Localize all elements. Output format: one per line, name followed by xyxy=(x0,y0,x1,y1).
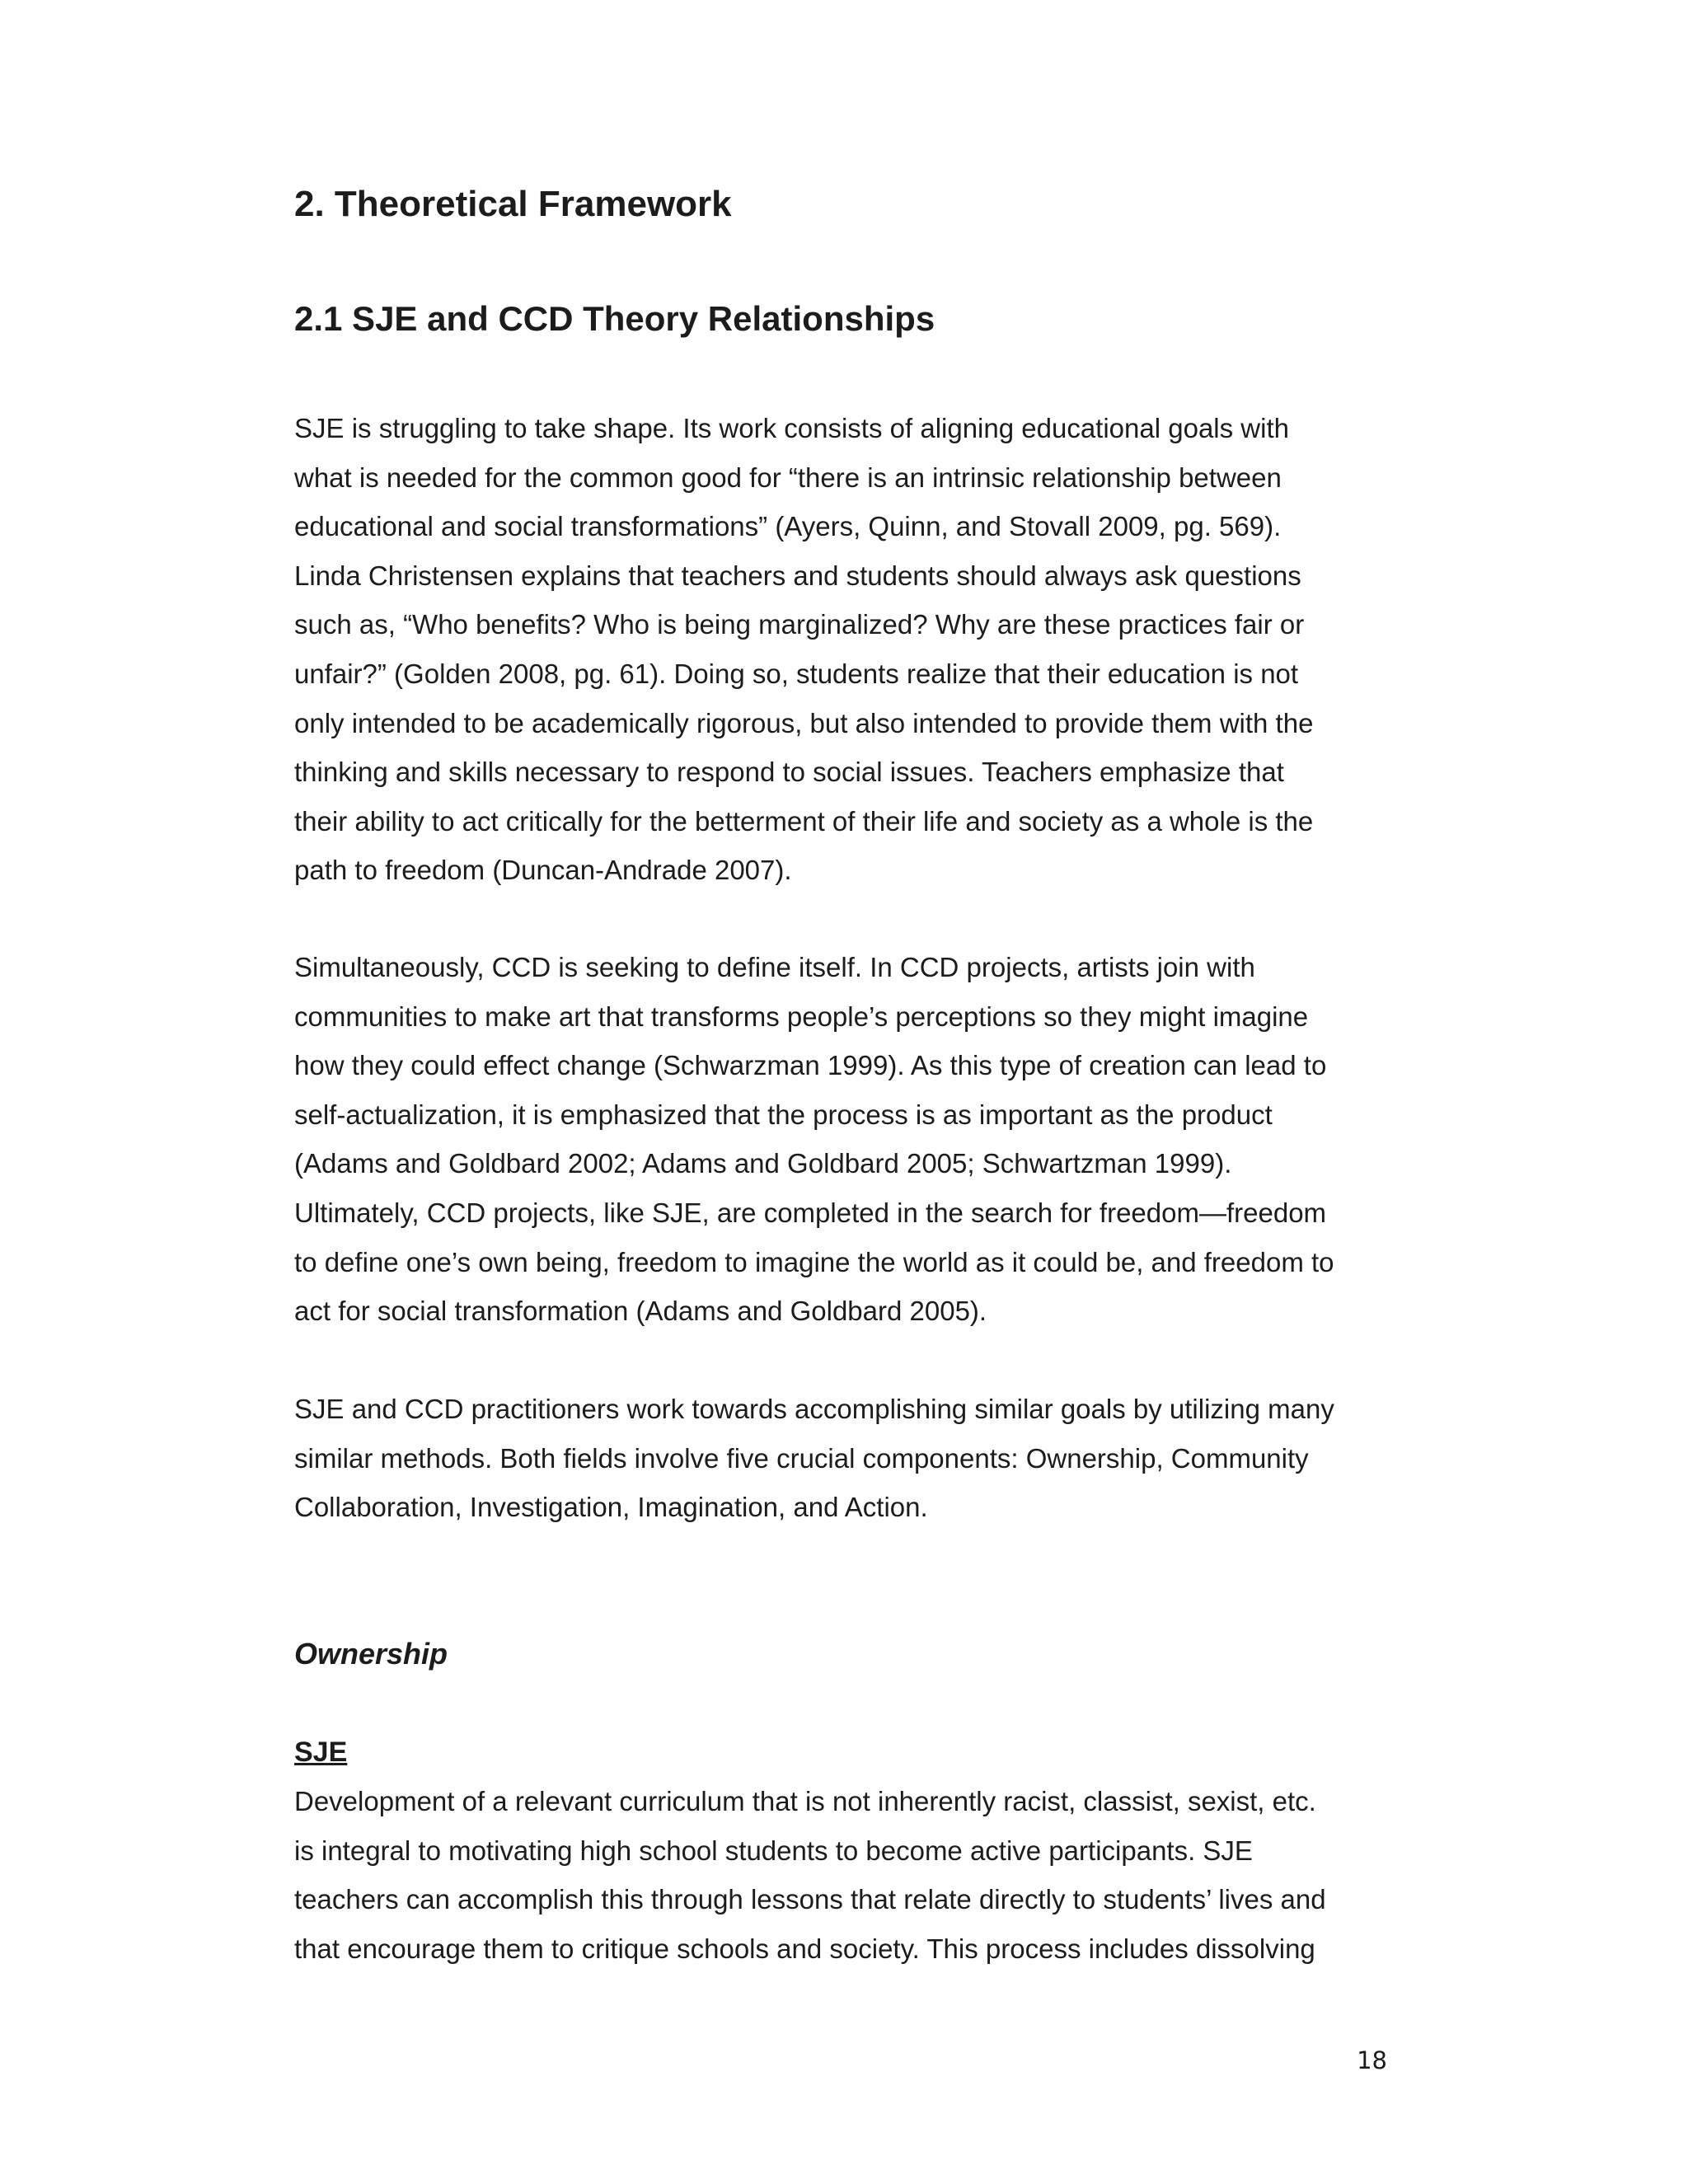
text-line: educational and social transformations” (Ayers, Quinn, and Stovall 2009, pg. 569). xyxy=(294,511,1282,542)
text-line: (Adams and Goldbard 2002; Adams and Goldbard 2005; Schwartzman 1999). xyxy=(294,1148,1232,1179)
text-line: act for social transformation (Adams and Goldbard 2005). xyxy=(294,1296,987,1327)
paragraph-sje-overview xyxy=(294,404,1313,895)
text-line: Ultimately, CCD projects, like SJE, are completed in the search for freedom—freedom xyxy=(294,1197,1327,1228)
paragraph-sje-ownership xyxy=(294,1777,1326,1973)
text-line: SJE and CCD practitioners work towards accomplishing similar goals by utilizing many xyxy=(294,1394,1334,1424)
text-line: Development of a relevant curriculum that is not inherently racist, classist, sexist, etc. xyxy=(294,1786,1316,1816)
text-line: is integral to motivating high school students to become active participants. SJE xyxy=(294,1835,1253,1866)
text-line: path to freedom (Duncan-Andrade 2007). xyxy=(294,855,792,886)
text-line: SJE is struggling to take shape. Its work consists of aligning educational goals with xyxy=(294,413,1289,443)
page-number: 18 xyxy=(1357,2046,1387,2074)
text-line: Linda Christensen explains that teachers and students should always ask questions xyxy=(294,560,1301,591)
text-line: self-actualization, it is emphasized that the process is as important as the product xyxy=(294,1099,1273,1130)
text-line: what is needed for the common good for “there is an intrinsic relationship between xyxy=(294,462,1282,493)
text-line: thinking and skills necessary to respond to social issues. Teachers emphasize that xyxy=(294,757,1284,788)
text-line: such as, “Who benefits? Who is being marginalized? Why are these practices fair or xyxy=(294,609,1305,640)
text-line: only intended to be academically rigorous, but also intended to provide them with the xyxy=(294,707,1314,738)
component-title-ownership: Ownership xyxy=(294,1637,448,1671)
text-line: teachers can accomplish this through lessons that relate directly to students’ lives and xyxy=(294,1884,1326,1915)
text-line: to define one’s own being, freedom to imagine the world as it could be, and freedom to xyxy=(294,1246,1334,1277)
section-title: 2. Theoretical Framework xyxy=(294,184,732,224)
text-line: similar methods. Both fields involve five crucial components: Ownership, Community xyxy=(294,1442,1309,1474)
text-line: how they could effect change (Schwarzman 1999). As this type of creation can lead to xyxy=(294,1050,1327,1081)
paragraph-ccd-overview xyxy=(294,943,1334,1336)
text-line: unfair?” (Golden 2008, pg. 61). Doing so, students realize that their education is not xyxy=(294,658,1299,689)
text-line: their ability to act critically for the betterment of their life and society as a whole is the xyxy=(294,805,1314,837)
text-line: communities to make art that transforms people’s perceptions so they might imagine xyxy=(294,1001,1309,1032)
text-line: that encourage them to critique schools and society. This process includes dissolving xyxy=(294,1933,1315,1964)
subsection-title: 2.1 SJE and CCD Theory Relationships xyxy=(294,299,935,338)
field-label-sje: SJE xyxy=(294,1736,348,1768)
text-line: Collaboration, Investigation, Imagination, and Action. xyxy=(294,1492,928,1523)
text-line: Simultaneously, CCD is seeking to define itself. In CCD projects, artists join with xyxy=(294,952,1255,982)
paragraph-shared-goals xyxy=(294,1385,1334,1532)
